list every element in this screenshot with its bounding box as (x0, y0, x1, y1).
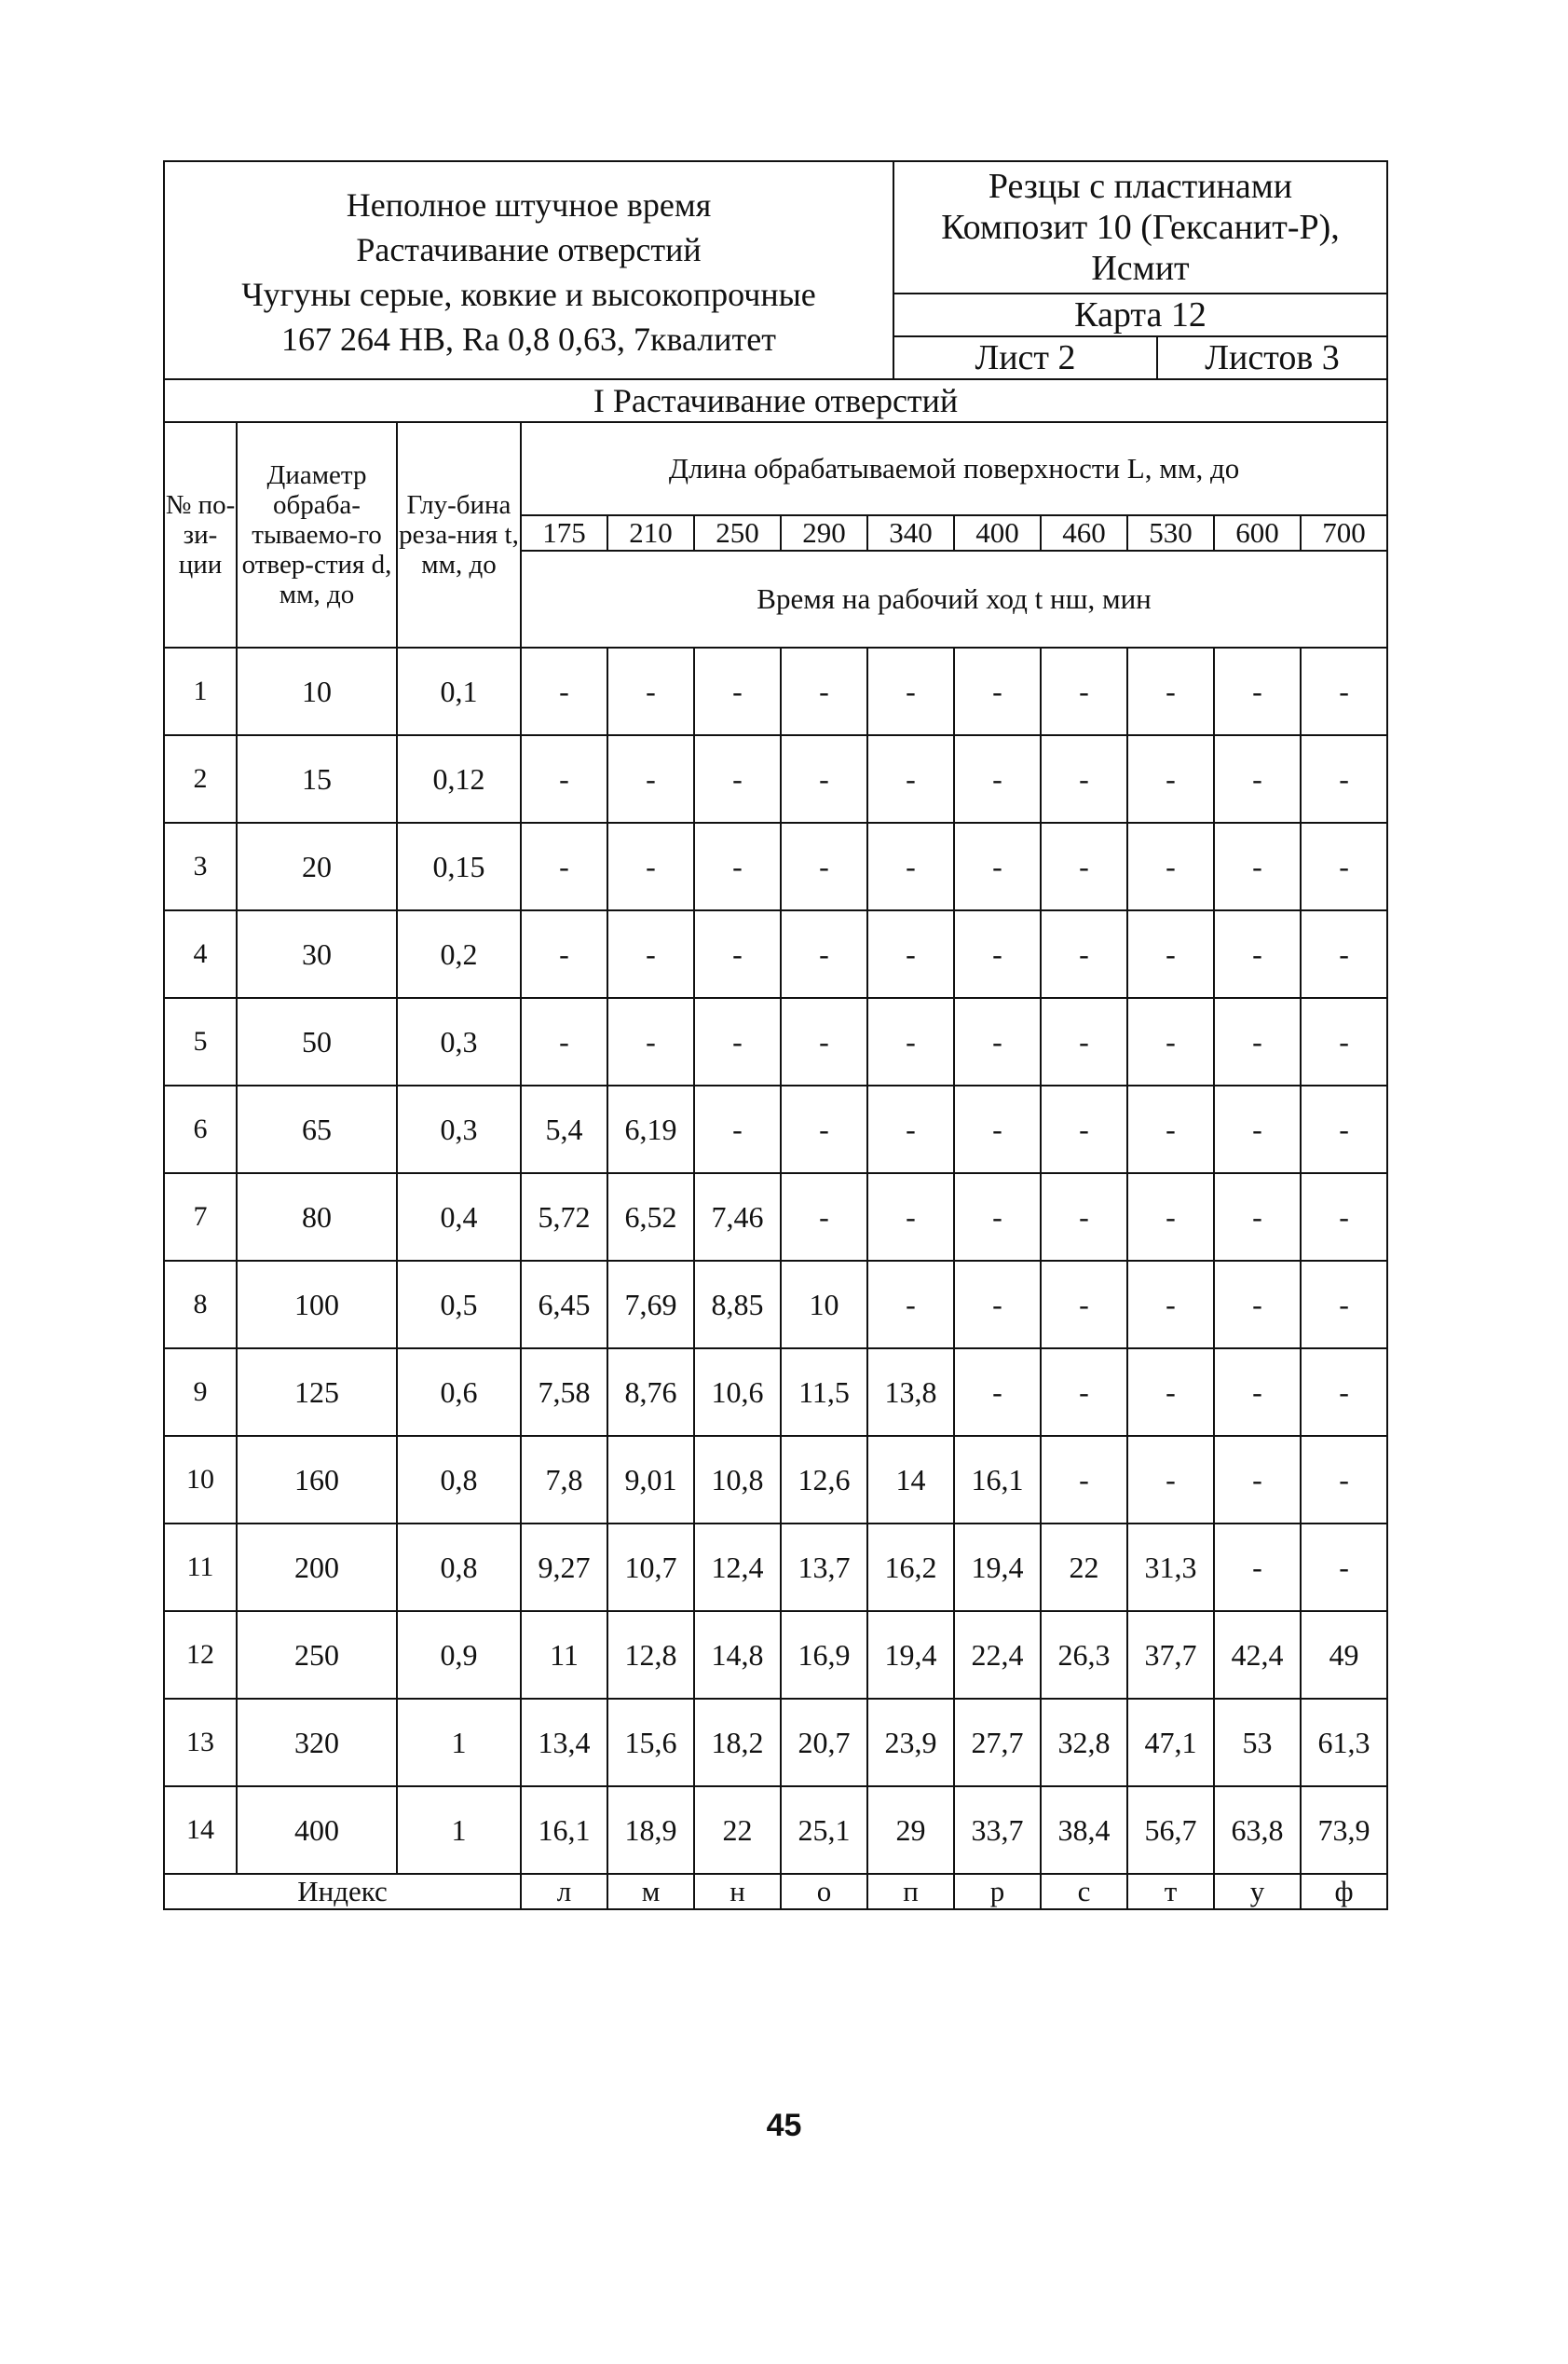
time-value: - (1301, 648, 1387, 735)
diameter-value: 320 (237, 1699, 397, 1786)
time-value: - (1301, 1086, 1387, 1173)
page-number: 45 (766, 2108, 802, 2143)
diameter-value: 400 (237, 1786, 397, 1874)
time-value: - (954, 1086, 1041, 1173)
time-value: - (521, 998, 607, 1086)
time-value: 7,58 (521, 1348, 607, 1436)
tool-line-1: Резцы с пластинами (988, 167, 1293, 206)
time-value: - (867, 735, 954, 823)
time-value: - (694, 910, 781, 998)
time-value: 8,76 (607, 1348, 694, 1436)
time-value: 14 (867, 1436, 954, 1524)
time-value: - (1214, 1261, 1301, 1348)
index-letter: п (867, 1874, 954, 1909)
index-letter: о (781, 1874, 867, 1909)
time-value: - (1041, 648, 1127, 735)
length-col-header: 460 (1041, 515, 1127, 551)
time-value: - (954, 823, 1041, 910)
time-value: - (867, 910, 954, 998)
time-value: - (694, 998, 781, 1086)
time-value: 5,72 (521, 1173, 607, 1261)
tool-line-3: Исмит (1091, 249, 1190, 288)
time-value: 25,1 (781, 1786, 867, 1874)
header-left (164, 161, 893, 379)
time-value: - (1301, 998, 1387, 1086)
length-col-header: 250 (694, 515, 781, 551)
diameter-value: 15 (237, 735, 397, 823)
tool-line-2: Композит 10 (Гексанит-Р), (941, 208, 1340, 247)
time-value: - (1041, 735, 1127, 823)
time-value: 16,1 (521, 1786, 607, 1874)
time-value: - (867, 1086, 954, 1173)
diameter-value: 10 (237, 648, 397, 735)
time-value: 73,9 (1301, 1786, 1387, 1874)
diameter-value: 65 (237, 1086, 397, 1173)
time-value: - (1301, 1173, 1387, 1261)
position-number: 13 (164, 1699, 237, 1786)
table-row (164, 1524, 1387, 1611)
time-value: - (1301, 910, 1387, 998)
depth-value: 0,3 (397, 1086, 521, 1173)
time-value: 19,4 (954, 1524, 1041, 1611)
length-header: Длина обрабатываемой поверхности L, мм, до (521, 422, 1387, 515)
depth-value: 0,12 (397, 735, 521, 823)
index-letter: с (1041, 1874, 1127, 1909)
card-header-table (163, 160, 1388, 380)
time-value: - (867, 648, 954, 735)
time-value: 32,8 (1041, 1699, 1127, 1786)
time-value: - (607, 648, 694, 735)
diameter-value: 125 (237, 1348, 397, 1436)
time-value: - (694, 1086, 781, 1173)
time-value: 7,69 (607, 1261, 694, 1348)
time-value: - (607, 998, 694, 1086)
time-value: 27,7 (954, 1699, 1041, 1786)
time-value: 38,4 (1041, 1786, 1127, 1874)
time-value: 49 (1301, 1611, 1387, 1699)
time-value: 7,8 (521, 1436, 607, 1524)
length-col-header: 400 (954, 515, 1041, 551)
depth-value: 0,2 (397, 910, 521, 998)
time-value: 26,3 (1041, 1611, 1127, 1699)
time-value: - (1301, 735, 1387, 823)
time-value: - (1301, 1436, 1387, 1524)
header-material-spec: 167 264 НВ, Ra 0,8 0,63, 7квалитет (281, 321, 776, 358)
time-value: - (1041, 998, 1127, 1086)
position-number: 2 (164, 735, 237, 823)
time-value: 31,3 (1127, 1524, 1214, 1611)
time-value: 18,9 (607, 1786, 694, 1874)
depth-value: 0,3 (397, 998, 521, 1086)
time-value: 12,6 (781, 1436, 867, 1524)
time-value: - (1127, 1261, 1214, 1348)
depth-value: 0,8 (397, 1524, 521, 1611)
length-col-header: 340 (867, 515, 954, 551)
time-value: 6,19 (607, 1086, 694, 1173)
diameter-value: 30 (237, 910, 397, 998)
time-value: - (607, 910, 694, 998)
time-value: - (1127, 823, 1214, 910)
time-value: 6,45 (521, 1261, 607, 1348)
card-number: Карта 12 (893, 294, 1387, 336)
position-number: 8 (164, 1261, 237, 1348)
time-value: - (954, 910, 1041, 998)
time-value: - (1301, 1524, 1387, 1611)
time-value: - (521, 910, 607, 998)
time-value: - (954, 648, 1041, 735)
length-col-header: 210 (607, 515, 694, 551)
table-row (164, 1261, 1387, 1348)
index-letter: л (521, 1874, 607, 1909)
time-value: - (1214, 1524, 1301, 1611)
norm-card (163, 160, 1386, 1910)
time-value: - (1301, 1348, 1387, 1436)
time-norm-table (163, 378, 1388, 1910)
length-col-header: 530 (1127, 515, 1214, 551)
time-value: 19,4 (867, 1611, 954, 1699)
time-value: - (781, 1086, 867, 1173)
length-col-header: 600 (1214, 515, 1301, 551)
time-value: - (1127, 648, 1214, 735)
time-value: - (1041, 910, 1127, 998)
time-value: 16,1 (954, 1436, 1041, 1524)
index-letter: у (1214, 1874, 1301, 1909)
time-value: - (1214, 1436, 1301, 1524)
sheet-number: Лист 2 (893, 336, 1157, 379)
diameter-column-header: Диаметр обраба-тываемо-го отвер-стия d, мм, до (237, 422, 397, 648)
index-letter: р (954, 1874, 1041, 1909)
position-number: 4 (164, 910, 237, 998)
time-value: 10,6 (694, 1348, 781, 1436)
time-value: - (954, 998, 1041, 1086)
table-row (164, 998, 1387, 1086)
time-value: - (607, 823, 694, 910)
index-letter: м (607, 1874, 694, 1909)
time-value: 12,4 (694, 1524, 781, 1611)
length-col-header: 700 (1301, 515, 1387, 551)
time-value: - (1127, 1436, 1214, 1524)
time-value: 11,5 (781, 1348, 867, 1436)
time-value: - (1127, 998, 1214, 1086)
table-row (164, 1348, 1387, 1436)
time-value: - (1041, 823, 1127, 910)
depth-value: 0,8 (397, 1436, 521, 1524)
depth-value: 0,9 (397, 1611, 521, 1699)
time-value: 33,7 (954, 1786, 1041, 1874)
table-row (164, 648, 1387, 735)
time-value: - (1301, 1261, 1387, 1348)
time-value: - (1214, 1348, 1301, 1436)
position-number: 6 (164, 1086, 237, 1173)
table-row (164, 735, 1387, 823)
length-col-header: 175 (521, 515, 607, 551)
time-value: 10,8 (694, 1436, 781, 1524)
time-value: 29 (867, 1786, 954, 1874)
table-row (164, 1436, 1387, 1524)
position-number: 9 (164, 1348, 237, 1436)
time-value: - (1041, 1086, 1127, 1173)
time-value: - (1214, 910, 1301, 998)
time-value: - (694, 735, 781, 823)
position-number: 11 (164, 1524, 237, 1611)
time-value: 22,4 (954, 1611, 1041, 1699)
table-row (164, 1173, 1387, 1261)
header-material: Чугуны серые, ковкие и высокопрочные (241, 276, 816, 313)
index-letter: ф (1301, 1874, 1387, 1909)
time-value: - (1041, 1436, 1127, 1524)
position-number: 12 (164, 1611, 237, 1699)
time-value: - (1041, 1173, 1127, 1261)
diameter-value: 100 (237, 1261, 397, 1348)
time-value: 5,4 (521, 1086, 607, 1173)
time-value: 37,7 (1127, 1611, 1214, 1699)
diameter-value: 250 (237, 1611, 397, 1699)
time-value: - (867, 1261, 954, 1348)
table-row (164, 1699, 1387, 1786)
time-value: - (781, 910, 867, 998)
time-value: - (954, 1348, 1041, 1436)
time-value: - (781, 823, 867, 910)
time-value: 13,8 (867, 1348, 954, 1436)
depth-value: 1 (397, 1699, 521, 1786)
time-value: - (867, 823, 954, 910)
time-value: 15,6 (607, 1699, 694, 1786)
time-value: 7,46 (694, 1173, 781, 1261)
time-value: - (521, 648, 607, 735)
sheets-total: Листов 3 (1157, 336, 1387, 379)
time-value: - (1127, 1173, 1214, 1261)
time-value: 42,4 (1214, 1611, 1301, 1699)
table-row (164, 1786, 1387, 1874)
time-value: - (1214, 648, 1301, 735)
time-value: 63,8 (1214, 1786, 1301, 1874)
diameter-value: 200 (237, 1524, 397, 1611)
header-title: Неполное штучное время (346, 186, 712, 224)
time-value: 20,7 (781, 1699, 867, 1786)
time-value: 56,7 (1127, 1786, 1214, 1874)
depth-value: 0,1 (397, 648, 521, 735)
time-value: - (781, 998, 867, 1086)
time-value: 53 (1214, 1699, 1301, 1786)
diameter-value: 160 (237, 1436, 397, 1524)
time-value: 10,7 (607, 1524, 694, 1611)
position-number: 14 (164, 1786, 237, 1874)
time-value: - (607, 735, 694, 823)
time-value: - (1127, 1348, 1214, 1436)
time-value: 8,85 (694, 1261, 781, 1348)
time-value: - (954, 1261, 1041, 1348)
time-value: 16,2 (867, 1524, 954, 1611)
depth-value: 0,15 (397, 823, 521, 910)
time-value: - (954, 1173, 1041, 1261)
time-value: - (781, 648, 867, 735)
index-letter: т (1127, 1874, 1214, 1909)
index-letter: н (694, 1874, 781, 1909)
pos-column-header: № по-зи-ции (164, 422, 237, 648)
time-value: 47,1 (1127, 1699, 1214, 1786)
time-value: 18,2 (694, 1699, 781, 1786)
time-header: Время на рабочий ход t нш, мин (521, 551, 1387, 648)
time-value: 13,7 (781, 1524, 867, 1611)
time-value: - (1041, 1261, 1127, 1348)
time-value: 11 (521, 1611, 607, 1699)
table-row (164, 910, 1387, 998)
position-number: 3 (164, 823, 237, 910)
time-value: - (1127, 910, 1214, 998)
diameter-value: 20 (237, 823, 397, 910)
position-number: 10 (164, 1436, 237, 1524)
position-number: 5 (164, 998, 237, 1086)
depth-column-header: Глу-бина реза-ния t, мм, до (397, 422, 521, 648)
index-label: Индекс (164, 1874, 521, 1909)
time-value: 16,9 (781, 1611, 867, 1699)
position-number: 1 (164, 648, 237, 735)
diameter-value: 80 (237, 1173, 397, 1261)
time-value: - (1214, 1086, 1301, 1173)
position-number: 7 (164, 1173, 237, 1261)
time-value: 9,01 (607, 1436, 694, 1524)
time-value: - (867, 998, 954, 1086)
table-row (164, 1611, 1387, 1699)
time-value: 12,8 (607, 1611, 694, 1699)
time-value: - (1127, 735, 1214, 823)
time-value: - (781, 1173, 867, 1261)
depth-value: 0,5 (397, 1261, 521, 1348)
depth-value: 1 (397, 1786, 521, 1874)
time-value: - (1214, 735, 1301, 823)
time-value: 22 (694, 1786, 781, 1874)
time-value: - (1214, 998, 1301, 1086)
diameter-value: 50 (237, 998, 397, 1086)
time-value: - (867, 1173, 954, 1261)
time-value: 23,9 (867, 1699, 954, 1786)
time-value: 61,3 (1301, 1699, 1387, 1786)
time-value: - (1301, 823, 1387, 910)
depth-value: 0,6 (397, 1348, 521, 1436)
time-value: 9,27 (521, 1524, 607, 1611)
time-value: 14,8 (694, 1611, 781, 1699)
time-value: - (1214, 1173, 1301, 1261)
section-title: I Растачивание отверстий (164, 379, 1387, 422)
time-value: - (781, 735, 867, 823)
table-row (164, 1086, 1387, 1173)
time-value: - (694, 823, 781, 910)
time-value: 13,4 (521, 1699, 607, 1786)
header-operation: Растачивание отверстий (356, 231, 702, 268)
time-value: 22 (1041, 1524, 1127, 1611)
time-value: - (954, 735, 1041, 823)
table-row (164, 823, 1387, 910)
time-value: 6,52 (607, 1173, 694, 1261)
header-right (893, 161, 1387, 294)
depth-value: 0,4 (397, 1173, 521, 1261)
time-value: - (694, 648, 781, 735)
time-value: - (1127, 1086, 1214, 1173)
length-col-header: 290 (781, 515, 867, 551)
time-value: - (521, 823, 607, 910)
time-value: 10 (781, 1261, 867, 1348)
time-value: - (1214, 823, 1301, 910)
time-value: - (521, 735, 607, 823)
time-value: - (1041, 1348, 1127, 1436)
